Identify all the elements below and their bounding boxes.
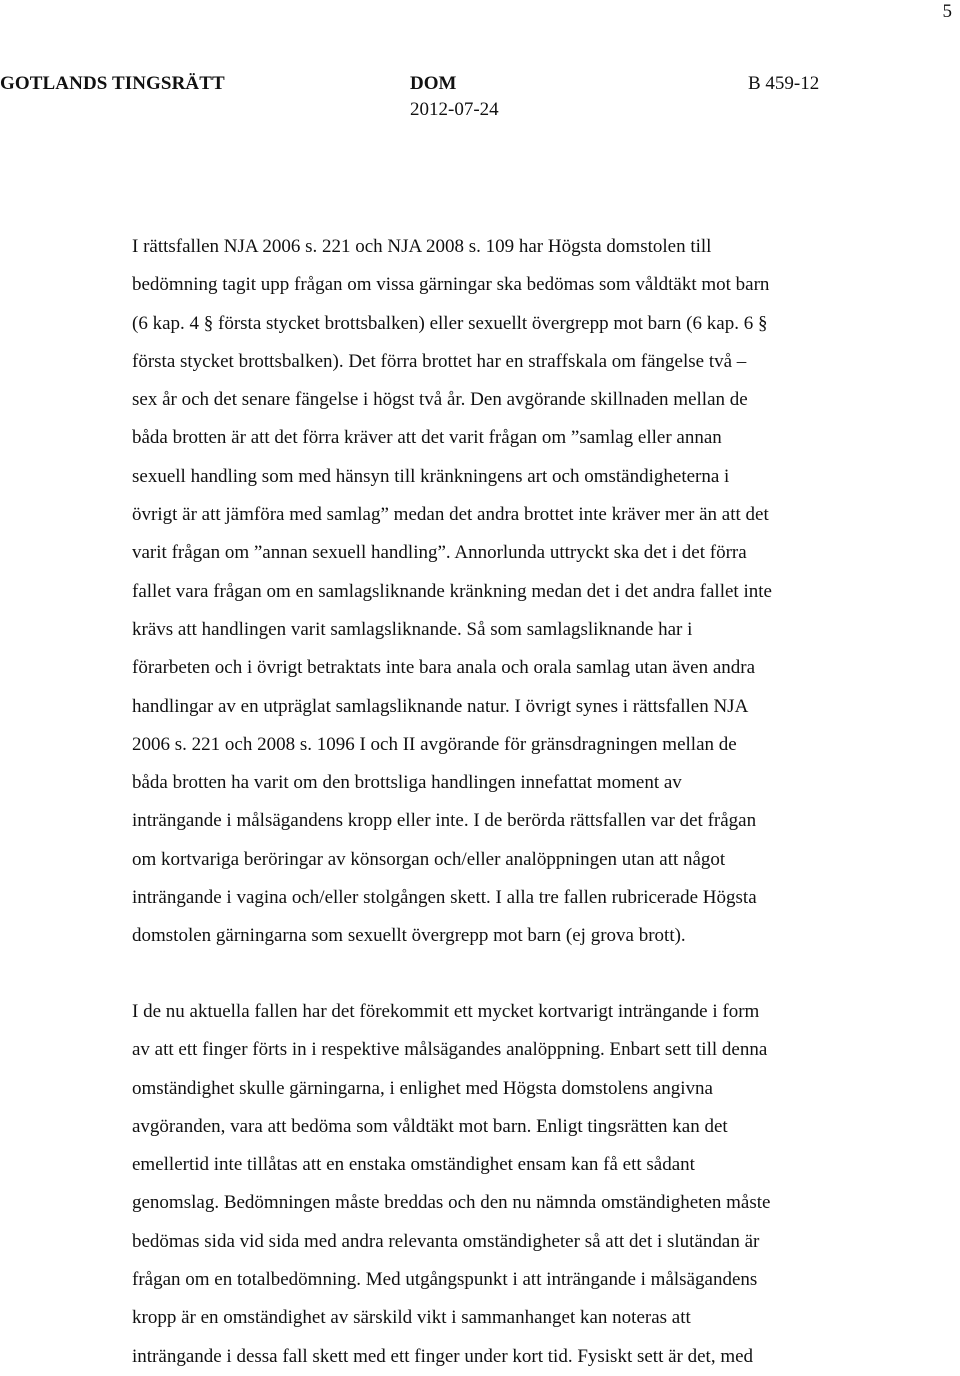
text-line: båda brotten ha varit om den brottsliga handlingen innefattat moment av: [132, 772, 682, 794]
document-header: [0, 72, 960, 132]
text-line: sexuell handling som med hänsyn till kränkningens art och omständigheterna i: [132, 465, 730, 487]
case-number: B 459-12: [748, 73, 820, 94]
text-line: förarbeten och i övrigt betraktats inte bara anala och orala samlag utan även andra: [132, 657, 756, 679]
text-line: inträngande i målsägandens kropp eller inte. I de berörda rättsfallen var det frågan: [132, 810, 757, 832]
text-line: sex år och det senare fängelse i högst två år. Den avgörande skillnaden mellan de: [132, 389, 748, 411]
court-name: GOTLANDS TINGSRÄTT: [0, 73, 225, 94]
text-line: av att ett finger förts in i respektive målsägandes analöppning. Enbart sett till denna: [132, 1039, 768, 1061]
document-type: DOM: [410, 73, 457, 94]
text-line: emellertid inte tillåtas att en enstaka omständighet ensam kan få ett sådant: [132, 1154, 695, 1176]
text-line: kropp är en omständighet av särskild vikt i sammanhanget kan noteras att: [132, 1307, 691, 1329]
text-line: I de nu aktuella fallen har det förekommit ett mycket kortvarigt inträngande i form: [132, 1001, 760, 1022]
text-line: bedömas sida vid sida med andra relevanta omständigheter så att det i slutändan är: [132, 1230, 760, 1252]
text-line: (6 kap. 4 § första stycket brottsbalken) eller sexuellt övergrepp mot barn (6 kap. 6 §: [132, 312, 768, 334]
paragraph-1: [132, 228, 860, 956]
text-line: handlingar av en utpräglat samlagsliknande natur. I övrigt synes i rättsfallen NJA: [132, 695, 749, 717]
text-line: inträngande i vagina och/eller stolgången skett. I alla tre fallen rubricerade Högsta: [132, 887, 757, 909]
text-line: fallet vara frågan om en samlagsliknande kränkning medan det i det andra fallet inte: [132, 580, 772, 602]
document-date: 2012-07-24: [410, 99, 499, 120]
text-line: omständighet skulle gärningarna, i enlighet med Högsta domstolens angivna: [132, 1077, 713, 1099]
text-line: båda brotten är att det förra kräver att det varit frågan om ”samlag eller annan: [132, 427, 722, 449]
text-line: 2006 s. 221 och 2008 s. 1096 I och II avgörande för gränsdragningen mellan de: [132, 733, 737, 755]
text-line: avgöranden, vara att bedöma som våldtäkt mot barn. Enligt tingsrätten kan det: [132, 1115, 728, 1137]
text-line: första stycket brottsbalken). Det förra brottet har en straffskala om fängelse två –: [132, 350, 747, 372]
text-line: krävs att handlingen varit samlagsliknande. Så som samlagsliknande har i: [132, 618, 693, 640]
text-line: om kortvariga beröringar av könsorgan och/eller analöppningen utan att något: [132, 848, 726, 870]
paragraph-2: [132, 993, 860, 1376]
text-line: övrigt är att jämföra med samlag” medan det andra brottet inte kräver mer än att det: [132, 504, 769, 526]
text-line: inträngande i dessa fall skett med ett finger under kort tid. Fysiskt sett är det, med: [132, 1345, 754, 1367]
text-line: frågan om en totalbedömning. Med utgångspunkt i att inträngande i målsägandens: [132, 1269, 758, 1291]
text-line: I rättsfallen NJA 2006 s. 221 och NJA 2008 s. 109 har Högsta domstolen till: [132, 236, 712, 257]
text-line: genomslag. Bedömningen måste breddas och den nu nämnda omständigheten måste: [132, 1192, 771, 1214]
text-line: bedömning tagit upp frågan om vissa gärningar ska bedömas som våldtäkt mot barn: [132, 274, 770, 296]
page-number: 5: [942, 1, 952, 22]
text-line: varit frågan om ”annan sexuell handling”. Annorlunda uttryckt ska det i det förra: [132, 542, 747, 564]
text-line: domstolen gärningarna som sexuellt övergrepp mot barn (ej grova brott).: [132, 925, 686, 947]
